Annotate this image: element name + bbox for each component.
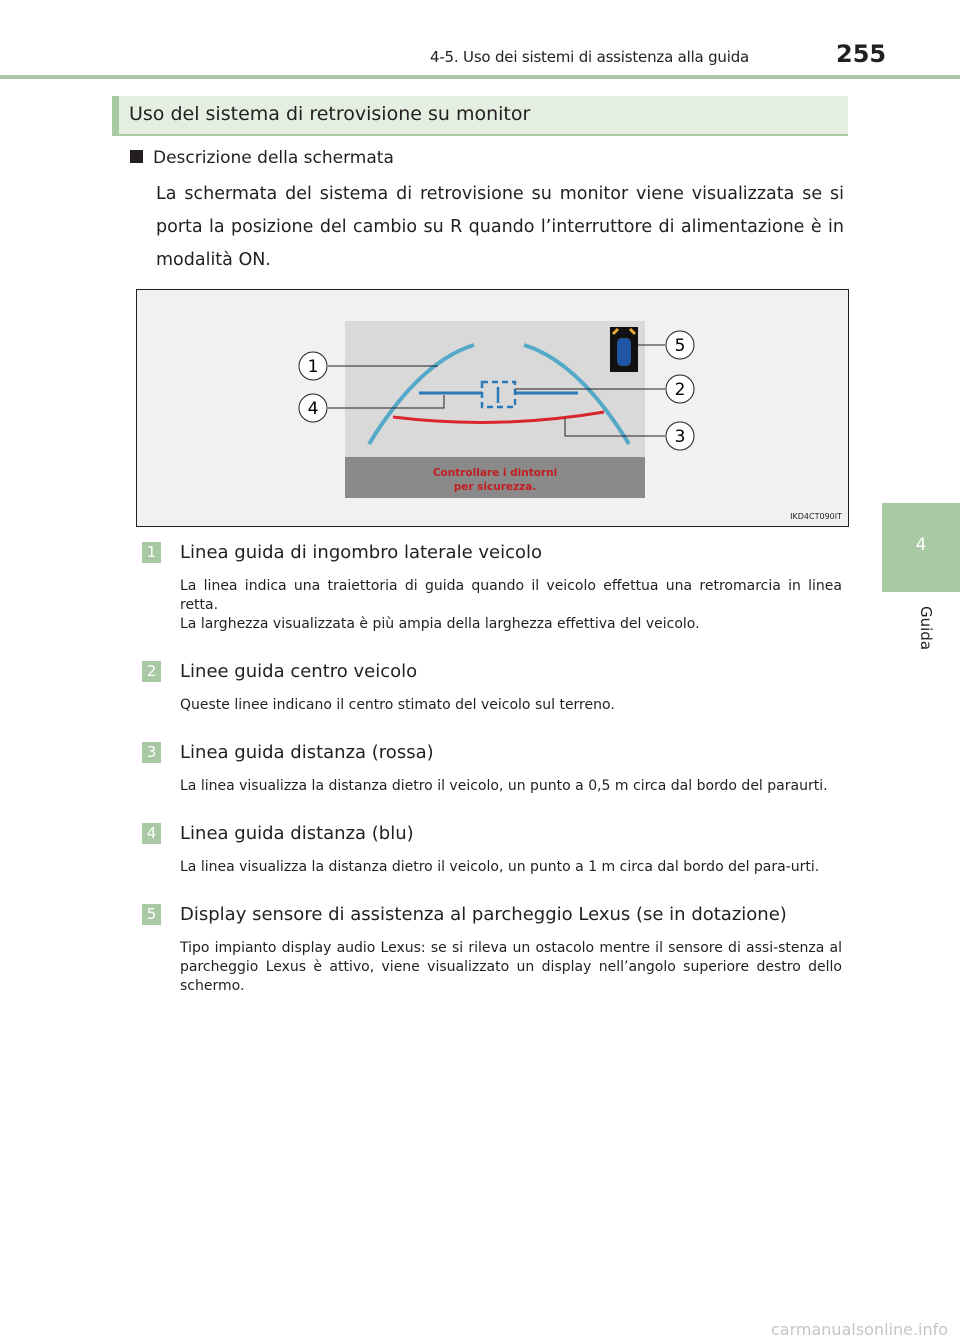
callout-label-2: 2 [674, 380, 686, 400]
figure-code: IKD4CT090IT [790, 512, 842, 521]
side-tab-label: Guida [917, 606, 935, 651]
chapter-title: 4-5. Uso dei sistemi di assistenza alla guida [430, 48, 750, 66]
item-badge: 4 [142, 823, 161, 844]
item-badge: 1 [142, 542, 161, 563]
legend-list [142, 536, 842, 1017]
legend-item [142, 817, 842, 877]
item-description: Queste linee indicano il centro stimato del veicolo sul terreno. [180, 697, 615, 713]
item-description: La linea visualizza la distanza dietro il veicolo, un punto a 1 m circa dal bordo del para-urti. [180, 859, 820, 875]
square-bullet-icon [130, 150, 143, 163]
item-description: La linea indica una traiettoria di guida quando il veicolo effettua una retromarcia in linea retta. La larghezza visualizzata è più ampia della larghezza effettiva del veicolo. [180, 578, 842, 632]
car-icon [617, 338, 631, 366]
figure-overlay [137, 290, 848, 526]
callout-label-1: 1 [307, 357, 319, 377]
warning-line-1: Controllare i dintorni [432, 467, 558, 479]
side-tab-number: 4 [915, 535, 927, 555]
intro-paragraph: La schermata del sistema di retrovisione su monitor viene visualizzata se si porta la posizione del cambio su R quando l’interruttore di alimentazione è in modalità ON. [156, 184, 844, 270]
header-rule [0, 75, 960, 79]
item-title: Linee guida centro veicolo [180, 660, 418, 682]
legend-item [142, 736, 842, 796]
figure [136, 289, 849, 527]
legend-item [142, 655, 842, 715]
item-title: Linea guida di ingombro laterale veicolo [180, 541, 543, 563]
item-badge: 2 [142, 661, 161, 682]
item-title: Display sensore di assistenza al parcheggio Lexus (se in dotazione) [180, 903, 787, 925]
item-title: Linea guida distanza (blu) [180, 822, 414, 844]
warning-line-2: per sicurezza. [453, 481, 537, 493]
legend-item [142, 898, 842, 996]
watermark: carmanualsonline.info [771, 1320, 949, 1339]
page-number: 255 [836, 40, 887, 68]
callout-label-4: 4 [307, 399, 319, 419]
section-title: Uso del sistema di retrovisione su monitor [129, 103, 531, 125]
red-distance-line [393, 412, 604, 422]
section-bar [112, 96, 119, 134]
item-badge: 5 [142, 904, 161, 925]
subheading [130, 148, 394, 168]
item-badge: 3 [142, 742, 161, 763]
section-header [112, 96, 848, 136]
leader-4 [328, 395, 444, 408]
item-title: Linea guida distanza (rossa) [180, 741, 434, 763]
item-description: La linea visualizza la distanza dietro il veicolo, un punto a 0,5 m circa dal bordo del paraurti. [180, 778, 828, 794]
subheading-text: Descrizione della schermata [153, 148, 394, 168]
legend-item [142, 536, 842, 634]
item-description: Tipo impianto display audio Lexus: se si rileva un ostacolo mentre il sensore di assi-stenza al parcheggio Lexus è attivo, viene visualizzato un display nell’angolo superiore destro dello schermo. [180, 940, 842, 994]
callout-label-5: 5 [674, 336, 686, 356]
callout-label-3: 3 [674, 427, 686, 447]
